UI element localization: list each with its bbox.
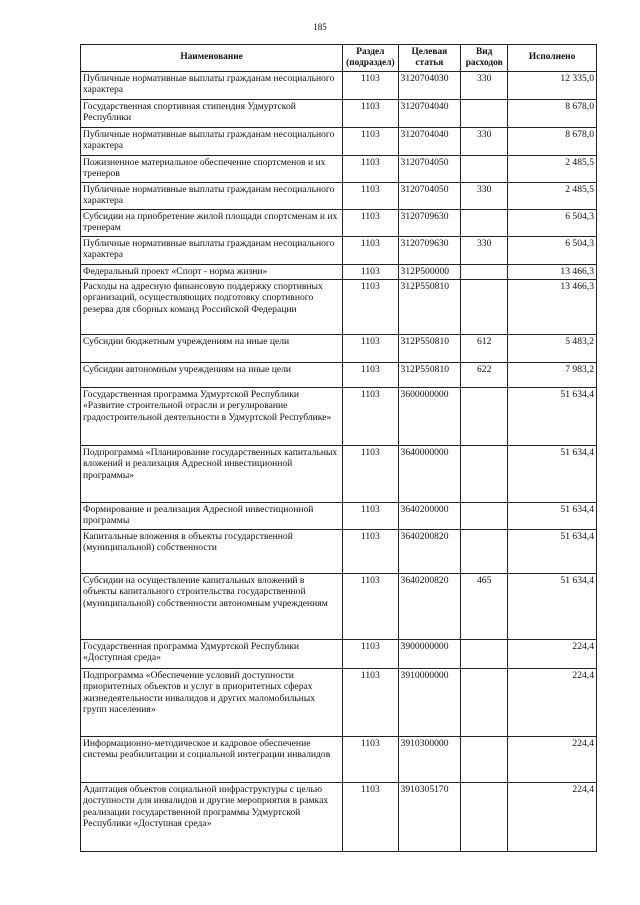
table-row xyxy=(81,737,597,783)
cell-target: 3910000000 xyxy=(398,669,461,737)
cell-name: Расходы на адресную финансовую поддержку спортивных организаций, осуществляющих подготовку спортивного резерва для сборных команд Российской Федерации xyxy=(81,280,343,335)
cell-section: 1103 xyxy=(343,783,398,852)
cell-section: 1103 xyxy=(343,128,398,156)
cell-name: Государственная спортивная стипендия Удмуртской Республики xyxy=(81,100,343,128)
cell-section: 1103 xyxy=(343,210,398,237)
cell-section: 1103 xyxy=(343,265,398,280)
cell-section: 1103 xyxy=(343,530,398,574)
cell-target: 3120704030 xyxy=(398,72,461,100)
cell-name: Пожизненное материальное обеспечение спортсменов и их тренеров xyxy=(81,156,343,183)
table-row xyxy=(81,335,597,363)
cell-amount: 6 504,3 xyxy=(508,210,597,237)
cell-type xyxy=(461,530,508,574)
cell-amount: 13 466,3 xyxy=(508,280,597,335)
cell-amount: 224,4 xyxy=(508,669,597,737)
cell-name: Государственная программа Удмуртской Республики «Развитие строительной отрасли и регулирование градостроительной деятельности в Удмуртской Республике» xyxy=(81,388,343,446)
cell-target: 3120704040 xyxy=(398,100,461,128)
cell-amount: 224,4 xyxy=(508,640,597,669)
table-row xyxy=(81,363,597,388)
cell-target: 3120704050 xyxy=(398,156,461,183)
cell-section: 1103 xyxy=(343,72,398,100)
table-row xyxy=(81,128,597,156)
cell-name: Субсидии автономным учреждениям на иные цели xyxy=(81,363,343,388)
cell-type xyxy=(461,669,508,737)
page-number: 185 xyxy=(313,22,327,32)
cell-type: 612 xyxy=(461,335,508,363)
cell-type: 330 xyxy=(461,183,508,210)
cell-type: 622 xyxy=(461,363,508,388)
table-row xyxy=(81,640,597,669)
cell-name: Публичные нормативные выплаты гражданам несоциального характера xyxy=(81,183,343,210)
cell-amount: 12 335,0 xyxy=(508,72,597,100)
table-row xyxy=(81,574,597,640)
cell-amount: 51 634,4 xyxy=(508,574,597,640)
cell-section: 1103 xyxy=(343,737,398,783)
cell-name: Формирование и реализация Адресной инвестиционной программы xyxy=(81,503,343,530)
cell-type: 330 xyxy=(461,128,508,156)
table-row xyxy=(81,503,597,530)
cell-target: 3910305170 xyxy=(398,783,461,852)
cell-amount: 8 678,0 xyxy=(508,128,597,156)
cell-type xyxy=(461,640,508,669)
cell-name: Адаптация объектов социальной инфраструктуры с целью доступности для инвалидов и другие мероприятия в рамках реализации государственной программы Удмуртской Республики «Доступная среда» xyxy=(81,783,343,852)
cell-section: 1103 xyxy=(343,503,398,530)
cell-amount: 5 483,2 xyxy=(508,335,597,363)
cell-name: Субсидии на приобретение жилой площади спортсменам и их тренерам xyxy=(81,210,343,237)
cell-amount: 2 485,5 xyxy=(508,156,597,183)
cell-amount: 2 485,5 xyxy=(508,183,597,210)
table-row xyxy=(81,156,597,183)
cell-section: 1103 xyxy=(343,156,398,183)
cell-amount: 13 466,3 xyxy=(508,265,597,280)
cell-target: 312P500000 xyxy=(398,265,461,280)
cell-type xyxy=(461,265,508,280)
cell-name: Субсидии на осуществление капитальных вложений в объекты капитального строительства государственной (муниципальной) собственности автономным учреждениям xyxy=(81,574,343,640)
cell-amount: 51 634,4 xyxy=(508,388,597,446)
cell-target: 3910300000 xyxy=(398,737,461,783)
cell-amount: 224,4 xyxy=(508,783,597,852)
header-section: Раздел (подраздел) xyxy=(343,45,398,72)
header-amount: Исполнено xyxy=(508,45,597,72)
cell-section: 1103 xyxy=(343,363,398,388)
cell-amount: 224,4 xyxy=(508,737,597,783)
cell-amount: 7 983,2 xyxy=(508,363,597,388)
table-row xyxy=(81,669,597,737)
cell-amount: 51 634,4 xyxy=(508,530,597,574)
cell-type: 330 xyxy=(461,72,508,100)
cell-amount: 8 678,0 xyxy=(508,100,597,128)
cell-name: Государственная программа Удмуртской Республики «Доступная среда» xyxy=(81,640,343,669)
header-target: Целевая статья xyxy=(398,45,461,72)
cell-target: 312P550810 xyxy=(398,280,461,335)
budget-table xyxy=(80,44,597,852)
cell-target: 3900000000 xyxy=(398,640,461,669)
table-header-row xyxy=(81,45,597,72)
table-row xyxy=(81,530,597,574)
cell-name: Публичные нормативные выплаты гражданам несоциального характера xyxy=(81,237,343,265)
cell-target: 3640200820 xyxy=(398,574,461,640)
cell-section: 1103 xyxy=(343,237,398,265)
table-row xyxy=(81,446,597,503)
header-name: Наименование xyxy=(81,45,343,72)
cell-section: 1103 xyxy=(343,280,398,335)
cell-section: 1103 xyxy=(343,574,398,640)
cell-section: 1103 xyxy=(343,183,398,210)
cell-type xyxy=(461,100,508,128)
cell-type xyxy=(461,446,508,503)
cell-type xyxy=(461,783,508,852)
header-type: Вид расходов xyxy=(461,45,508,72)
cell-type xyxy=(461,156,508,183)
cell-target: 3640200820 xyxy=(398,530,461,574)
table-row xyxy=(81,100,597,128)
cell-target: 3120709630 xyxy=(398,237,461,265)
cell-target: 312P550810 xyxy=(398,335,461,363)
cell-amount: 6 504,3 xyxy=(508,237,597,265)
cell-name: Субсидии бюджетным учреждениям на иные цели xyxy=(81,335,343,363)
cell-type: 465 xyxy=(461,574,508,640)
cell-target: 3600000000 xyxy=(398,388,461,446)
cell-name: Публичные нормативные выплаты гражданам несоциального характера xyxy=(81,128,343,156)
cell-amount: 51 634,4 xyxy=(508,503,597,530)
cell-target: 3640200000 xyxy=(398,503,461,530)
cell-name: Публичные нормативные выплаты гражданам несоциального характера xyxy=(81,72,343,100)
table-row xyxy=(81,183,597,210)
cell-name: Капитальные вложения в объекты государственной (муниципальной) собственности xyxy=(81,530,343,574)
cell-type xyxy=(461,388,508,446)
cell-name: Подпрограмма «Планирование государственных капитальных вложений и реализация Адресной инвестиционной программы» xyxy=(81,446,343,503)
cell-target: 3640000000 xyxy=(398,446,461,503)
cell-section: 1103 xyxy=(343,669,398,737)
table-row xyxy=(81,280,597,335)
cell-name: Федеральный проект «Спорт - норма жизни» xyxy=(81,265,343,280)
cell-section: 1103 xyxy=(343,446,398,503)
cell-type xyxy=(461,503,508,530)
cell-type xyxy=(461,737,508,783)
cell-amount: 51 634,4 xyxy=(508,446,597,503)
table-row xyxy=(81,388,597,446)
cell-target: 312P550810 xyxy=(398,363,461,388)
table-row xyxy=(81,237,597,265)
cell-section: 1103 xyxy=(343,640,398,669)
cell-name: Подпрограмма «Обеспечение условий доступности приоритетных объектов и услуг в приоритетных сферах жизнедеятельности инвалидов и других маломобильных групп населения» xyxy=(81,669,343,737)
cell-target: 3120704040 xyxy=(398,128,461,156)
cell-target: 3120709630 xyxy=(398,210,461,237)
cell-type: 330 xyxy=(461,237,508,265)
cell-type xyxy=(461,210,508,237)
cell-section: 1103 xyxy=(343,388,398,446)
cell-target: 3120704050 xyxy=(398,183,461,210)
table-row xyxy=(81,72,597,100)
cell-type xyxy=(461,280,508,335)
table-row xyxy=(81,210,597,237)
table-row xyxy=(81,265,597,280)
cell-section: 1103 xyxy=(343,335,398,363)
table-row xyxy=(81,783,597,852)
cell-name: Информационно-методическое и кадровое обеспечение системы реабилитации и социальной интеграции инвалидов xyxy=(81,737,343,783)
cell-section: 1103 xyxy=(343,100,398,128)
